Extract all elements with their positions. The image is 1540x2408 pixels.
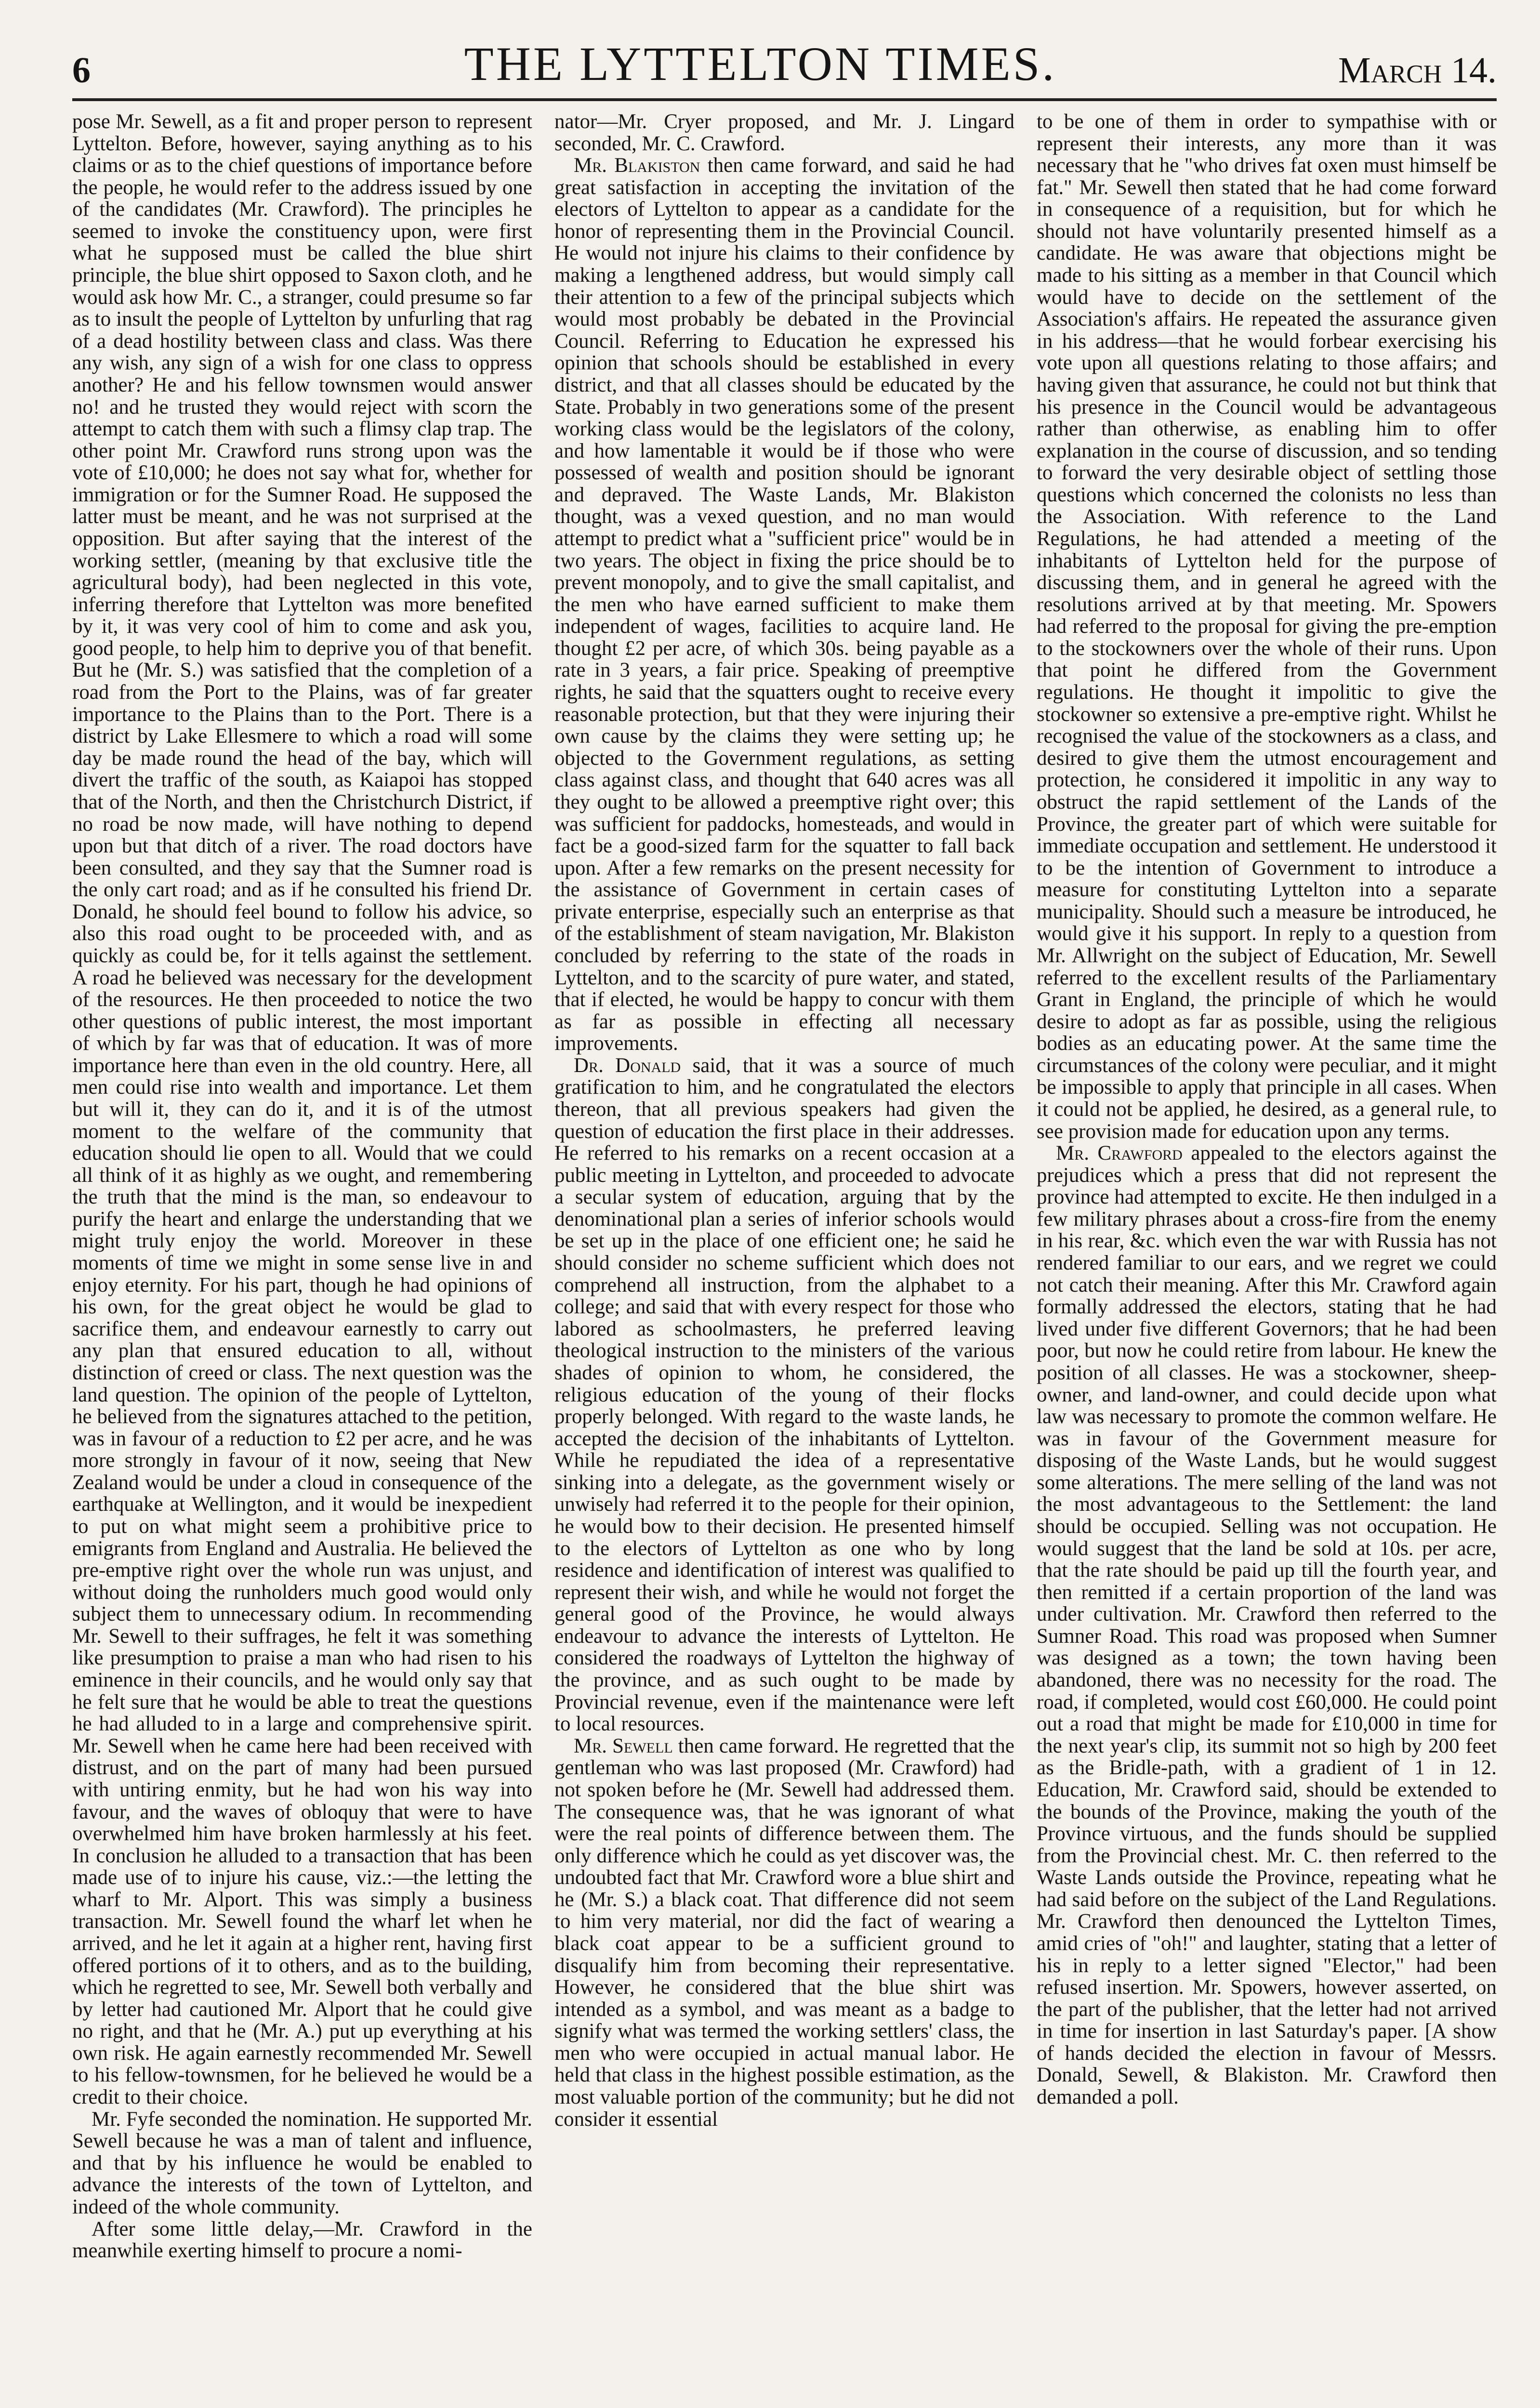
paragraph-text: nator—Mr. Cryer proposed, and Mr. J. Lingard seconded, Mr. C. Crawford.: [554, 111, 1014, 155]
paragraph-text: then came forward. He regretted that the gentleman who was last proposed (Mr. Crawford) had not spoken before he (Mr. Sewell had addressed them. The consequence was, that he was ignorant of what were the real points of difference between them. The only difference which he could as yet discover was, the undoubted fact that Mr. Crawford wore a blue shirt and he (Mr. S.) a black coat. That difference did not seem to him very material, nor did the fact of wearing a black coat appear to be a sufficient ground to disqualify him from becoming their representative. However, he considered that the blue shirt was intended as a symbol, and was meant as a badge to signify what was termed the working settlers' class, the men who were occupied in actual manual labor. He held that class in the highest possible estimation, as the most valuable portion of the community; but he did not consider it essential: [554, 1734, 1014, 2131]
paragraph: [72, 111, 532, 2108]
issue-date: March 14.: [1338, 50, 1497, 91]
newspaper-title: THE LYTTELTON TIMES.: [464, 37, 1057, 91]
speaker-name: Dr. Donald: [574, 1054, 681, 1077]
paragraph: [554, 1055, 1014, 1735]
paragraph-text: to be one of them in order to sympathise with or represent their interests, any more than it was necessary that he "who drives fat oxen must himself be fat." Mr. Sewell then stated that he had come forward in consequence of a requisition, but for which he should not have voluntarily presented himself as a candidate. He was aware that objections might be made to his sitting as a member in that Council which would have to decide on the settlement of the Association's affairs. He repeated the assurance given in his address—that he would forbear exercising his vote upon all questions relating to those affairs; and having given that assurance, he could not but think that his presence in the Council would be advantageous rather than otherwise, as enabling him to offer explanation in the course of discussion, and so tending to forward the very desirable object of settling those questions which concerned the colonists no less than the Association. With reference to the Land Regulations, he had attended a meeting of the inhabitants of Lyttelton held for the purpose of discussing them, and in general he agreed with the resolutions arrived at by that meeting. Mr. Spowers had referred to the proposal for giving the pre-emption to the stockowners over the whole of their runs. Upon that point he differed from the Government regulations. He thought it impolitic to give the stockowner so extensive a pre-emptive right. Whilst he recognised the value of the stockowners as a class, and desired to give them the utmost encouragement and protection, he considered it impolitic in any way to obstruct the rapid settlement of the Lands of the Province, the greater part of which were suitable for immediate occupation and settlement. He understood it to be the intention of Government to introduce a measure for constituting Lyttelton into a separate municipality. Should such a measure be introduced, he would give it his support. In reply to a question from Mr. Allwright on the subject of Education, Mr. Sewell referred to the excellent results of the Parliamentary Grant in England, the principle of which he would desire to adopt as far as possible, using the religious bodies as an educating power. At the same time the circumstances of the colony were peculiar, and it might be impossible to apply that principle in all cases. When it could not be applied, he desired, as a general rule, to see provision made for education upon any terms.: [1037, 111, 1497, 1143]
speaker-name: Mr. Crawford: [1056, 1142, 1183, 1165]
paragraph: [554, 111, 1014, 155]
paragraph-text: After some little delay,—Mr. Crawford in the meanwhile exerting himself to procure a nomi-: [72, 2217, 532, 2263]
paragraph-text: then came forward, and said he had great satisfaction in accepting the invitation of the electors of Lyttelton to appear as a candidate for the honor of representing them in the Provincial Council. He would not injure his claims to their confidence by making a lengthened address, but would simply call their attention to a few of the principal subjects which would most probably be debated in the Provincial Council. Referring to Education he expressed his opinion that schools should be established in every district, and that all classes should be educated by the State. Probably in two generations some of the present working class would be the legislators of the colony, and how lamentable it would be if those who were possessed of wealth and position should be ignorant and depraved. The Waste Lands, Mr. Blakiston thought, was a vexed question, and no man would attempt to predict what a "sufficient price" would be in two years. The object in fixing the price should be to prevent monopoly, and to give the small capitalist, and the men who have earned sufficient to make them independent of wages, facilities to acquire land. He thought £2 per acre, of which 30s. being payable as a rate in 3 years, a fair price. Speaking of preemptive rights, he said that the squatters ought to receive every reasonable protection, but that they were injuring their own cause by the claims they were setting up; he objected to the Government regulations, as setting class against class, and thought that 640 acres was all they ought to be allowed a preemptive right over; this was sufficient for paddocks, homesteads, and would in fact be a good-sized farm for the squatter to fall back upon. After a few remarks on the present necessity for the assistance of Government in certain cases of private enterprise, especially such an enterprise as that of the establishment of steam navigation, Mr. Blakiston concluded by referring to the state of the roads in Lyttelton, and to the scarcity of pure water, and stated, that if elected, he would be happy to concur with them as far as possible in effecting all necessary improvements.: [554, 154, 1014, 1055]
paragraph-text: said, that it was a source of much gratification to him, and he congratulated the electors thereon, that all previous speakers had given the question of education the first place in their addresses. He referred to his remarks on a recent occasion at a public meeting in Lyttelton, and proceeded to advocate a secular system of education, arguing that by the denominational plan a series of inferior schools would be set up in the place of one efficient one; he said he should consider no scheme sufficient which does not comprehend all instruction, from the alphabet to a college; and said that with every respect for those who labored as schoolmasters, he preferred leaving theological instruction to the ministers of the various shades of opinion to whom, he considered, the religious education of the young of their flocks properly belonged. With regard to the waste lands, he accepted the decision of the inhabitants of Lyttelton. While he repudiated the idea of a representative sinking into a delegate, as the government wisely or unwisely had referred it to the people for their opinion, he would bow to their decision. He presented himself to the electors of Lyttelton as one who by long residence and identification of interest was qualified to represent their wish, and while he would not forget the general good of the Province, he would always endeavour to advance the interests of Lyttelton. He considered the roadways of Lyttelton the highway of the province, and as such ought to be made by Provincial revenue, even if the maintenance were left to local resources.: [554, 1054, 1014, 1736]
page-number: 6: [72, 50, 91, 91]
paragraph: [72, 2218, 532, 2262]
paragraph-text: Mr. Fyfe seconded the nomination. He supported Mr. Sewell because he was a man of talent and influence, and that by his influence he would be enabled to advance the interests of the town of Lyttelton, and indeed of the whole community.: [72, 2107, 532, 2218]
paragraph: [554, 155, 1014, 1055]
header-rule: [72, 98, 1497, 101]
speaker-name: Mr. Blakiston: [574, 154, 700, 177]
paragraph-text: pose Mr. Sewell, as a fit and proper person to represent Lyttelton. Before, however, saying anything as to his claims or as to the chief questions of importance before the people, he would refer to the address issued by one of the candidates (Mr. Crawford). The principles he seemed to invoke the constituency upon, were first what he supposed must be called the blue shirt principle, the blue shirt opposed to Saxon cloth, and he would ask how Mr. C., a stranger, could presume so far as to insult the people of Lyttelton by unfurling that rag of a dead hostility between class and class. Was there any wish, any sign of a wish for one class to oppress another? He and his fellow townsmen would answer no! and he trusted they would reject with scorn the attempt to catch them with such a flimsy clap trap. The other point Mr. Crawford runs strong upon was the vote of £10,000; he does not say what for, whether for immigration or for the Sumner Road. He supposed the latter must be meant, and he was not surprised at the opposition. But after saying that the interest of the working settler, (meaning by that exclusive title the agricultural body), had been neglected in this vote, inferring therefore that Lyttelton was more benefited by it, it was very cool of him to come and ask you, good people, to help him to deprive you of that benefit. But he (Mr. S.) was satisfied that the completion of a road from the Port to the Plains, was of far greater importance to the Plains than to the Port. There is a district by Lake Ellesmere to which a road will some day be made round the head of the bay, which will divert the traffic of the south, as Kaiapoi has stopped that of the North, and then the Christchurch District, if no road be now made, will have nothing to depend upon but that ditch of a river. The road doctors have been consulted, and they say that the Sumner road is the only cart road; and as if he consulted his friend Dr. Donald, he should feel bound to follow his advice, so also this road ought to be proceeded with, and as quickly as could be, for it tells against the settlement. A road he believed was necessary for the development of the resources. He then proceeded to notice the two other questions of public interest, the most important of which by far was that of education. It was of more importance here than even in the old country. Here, all men could rise into wealth and importance. Let them but will it, they can do it, and it is of the utmost moment to the welfare of the community that education should lie open to all. Would that we could all think of it as highly as we ought, and remembering the truth that the mind is the man, so endeavour to purify the heart and enlarge the understanding that we might truly enjoy the world. Moreover in these moments of time we might in some sense live in and enjoy eternity. For his part, though he had opinions of his own, for the great object he would be glad to sacrifice them, and endeavour earnestly to carry out any plan that ensured education to all, without distinction of creed or class. The next question was the land question. The opinion of the people of Lyttelton, he believed from the signatures attached to the petition, was in favour of a reduction to £2 per acre, and he was more strongly in favour of it now, seeing that New Zealand would be under a cloud in consequence of the earthquake at Wellington, and it would be inexpedient to put on what might seem a prohibitive price to emigrants from England and Australia. He believed the pre-emptive right over the whole run was unjust, and without doing the runholders much good would only subject them to unnecessary odium. In recommending Mr. Sewell to their suffrages, he felt it was something like presumption to praise a man who had risen to his eminence in their councils, and he would only say that he felt sure that he would be able to treat the questions he had alluded to in a large and comprehensive spirit. Mr. Sewell when he came here had been received with distrust, and on the part of many had been pursued with untiring enmity, but he had won his way into favour, and the waves of obloquy that were to have overwhelmed him have broken harmlessly at his feet. In conclusion he alluded to a transaction that has been made use of to injure his cause, viz.:—the letting the wharf to Mr. Alport. This was simply a business transaction. Mr. Sewell found the wharf let when he arrived, and he let it again at a higher rent, having first offered portions of it to others, and as to the building, which he regretted to see, Mr. Sewell both verbally and by letter had cautioned Mr. Alport that he could give no right, and that he (Mr. A.) put up everything at his own risk. He again earnestly recommended Mr. Sewell to his fellow-townsmen, for he believed he would be a credit to their choice.: [72, 111, 532, 2109]
column-3: [1037, 111, 1497, 2408]
masthead: [72, 19, 1497, 92]
speaker-name: Mr. Sewell: [574, 1734, 673, 1757]
paragraph: [72, 2108, 532, 2218]
paragraph: [1037, 1142, 1497, 2108]
paragraph-text: appealed to the electors against the prejudices which a press that did not represent the province had attempted to excite. He then indulged in a few military phrases about a cross-fire from the enemy in his rear, &c. which even the war with Russia has not rendered familiar to our ears, and we regret we could not catch their meaning. After this Mr. Crawford again formally addressed the electors, stating that he had lived under five different Governors; that he had been poor, but now he could retire from labour. He knew the position of all classes. He was a stockowner, sheep-owner, and land-owner, and could decide upon what law was necessary to promote the common welfare. He was in favour of the Government measure for disposing of the Waste Lands, but he would suggest some alterations. The mere selling of the land was not the most advantageous to the Settlement: the land should be occupied. Selling was not occupation. He would suggest that the land be sold at 10s. per acre, that the rate should be paid up till the fourth year, and then remitted if a certain proportion of the land was under cultivation. Mr. Crawford then referred to the Sumner Road. This road was proposed when Sumner was designed as a town; the town having been abandoned, there was no necessity for the road. The road, if completed, would cost £60,000. He could point out a road that might be made for £10,000 in time for the next year's clip, its summit not so high by 200 feet as the Bridle-path, with a gradient of 1 in 12. Education, Mr. Crawford said, should be extended to the bounds of the Province, making the youth of the Province virtuous, and the funds should be supplied from the Provincial chest. Mr. C. then referred to the Waste Lands outside the Province, repeating what he had said before on the subject of the Land Regulations. Mr. Crawford then denounced the Lyttelton Times, amid cries of "oh!" and laughter, stating that a letter of his in reply to a letter signed "Elector," had been refused insertion. Mr. Spowers, however asserted, on the part of the publisher, that the letter had not arrived in time for insertion in last Saturday's paper. [A show of hands decided the election in favour of Messrs. Donald, Sewell, & Blakiston. Mr. Crawford then demanded a poll.: [1037, 1142, 1497, 2109]
article-columns: [72, 111, 1497, 2408]
paragraph: [554, 1735, 1014, 2130]
column-2: [554, 111, 1014, 2408]
paragraph: [1037, 111, 1497, 1142]
column-1: [72, 111, 532, 2408]
